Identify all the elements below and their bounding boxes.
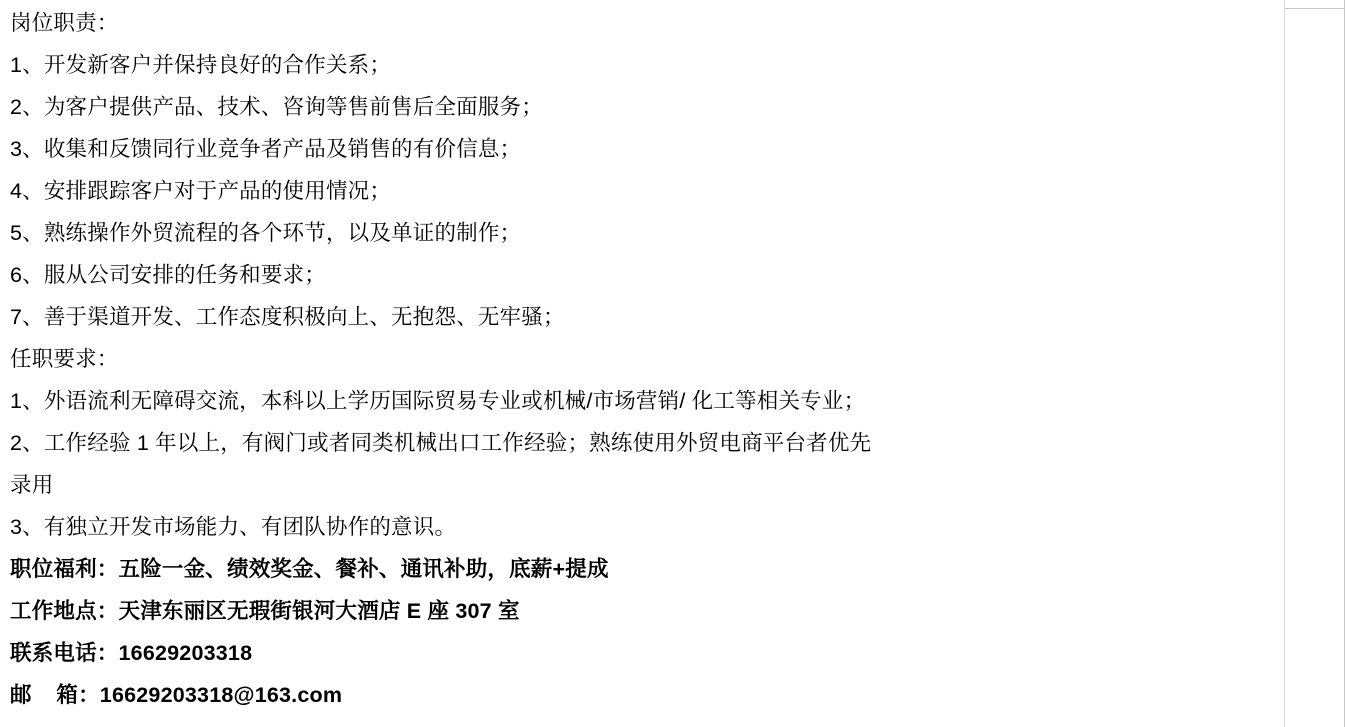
page-border-inner bbox=[1284, 0, 1285, 727]
text-line-requirement-1: 1、外语流利无障碍交流，本科以上学历国际贸易专业或机械/市场营销/ 化工等相关专业； bbox=[10, 389, 866, 413]
text-line-requirement-2: 2、工作经验 1 年以上，有阀门或者同类机械出口工作经验；熟练使用外贸电商平台者优先 bbox=[10, 431, 872, 455]
text-line-duty-6: 6、服从公司安排的任务和要求； bbox=[10, 263, 326, 287]
text-line-location: 工作地点：天津东丽区无瑕街银河大酒店 E 座 307 室 bbox=[10, 599, 520, 623]
text-line-requirement-2-cont: 录用 bbox=[10, 473, 54, 497]
text-line-duty-4: 4、安排跟踪客户对于产品的使用情况； bbox=[10, 179, 392, 203]
text-line-heading-duties: 岗位职责： bbox=[10, 11, 119, 35]
text-line-email: 邮 箱：16629203318@163.com bbox=[10, 683, 343, 707]
page-border-top bbox=[1285, 8, 1345, 9]
text-line-requirement-3: 3、有独立开发市场能力、有团队协作的意识。 bbox=[10, 515, 457, 539]
text-line-heading-requirements: 任职要求： bbox=[10, 347, 119, 371]
text-line-duty-2: 2、为客户提供产品、技术、咨询等售前售后全面服务； bbox=[10, 95, 543, 119]
text-line-phone: 联系电话：16629203318 bbox=[10, 641, 253, 665]
text-line-duty-7: 7、善于渠道开发、工作态度积极向上、无抱怨、无牢骚； bbox=[10, 305, 565, 329]
text-line-benefits: 职位福利：五险一金、绩效奖金、餐补、通讯补助，底薪+提成 bbox=[10, 557, 609, 581]
text-line-duty-3: 3、收集和反馈同行业竞争者产品及销售的有价信息； bbox=[10, 137, 522, 161]
text-line-duty-1: 1、开发新客户并保持良好的合作关系； bbox=[10, 53, 392, 77]
text-line-duty-5: 5、熟练操作外贸流程的各个环节，以及单证的制作； bbox=[10, 221, 522, 245]
document-text-body bbox=[10, 2, 1190, 716]
